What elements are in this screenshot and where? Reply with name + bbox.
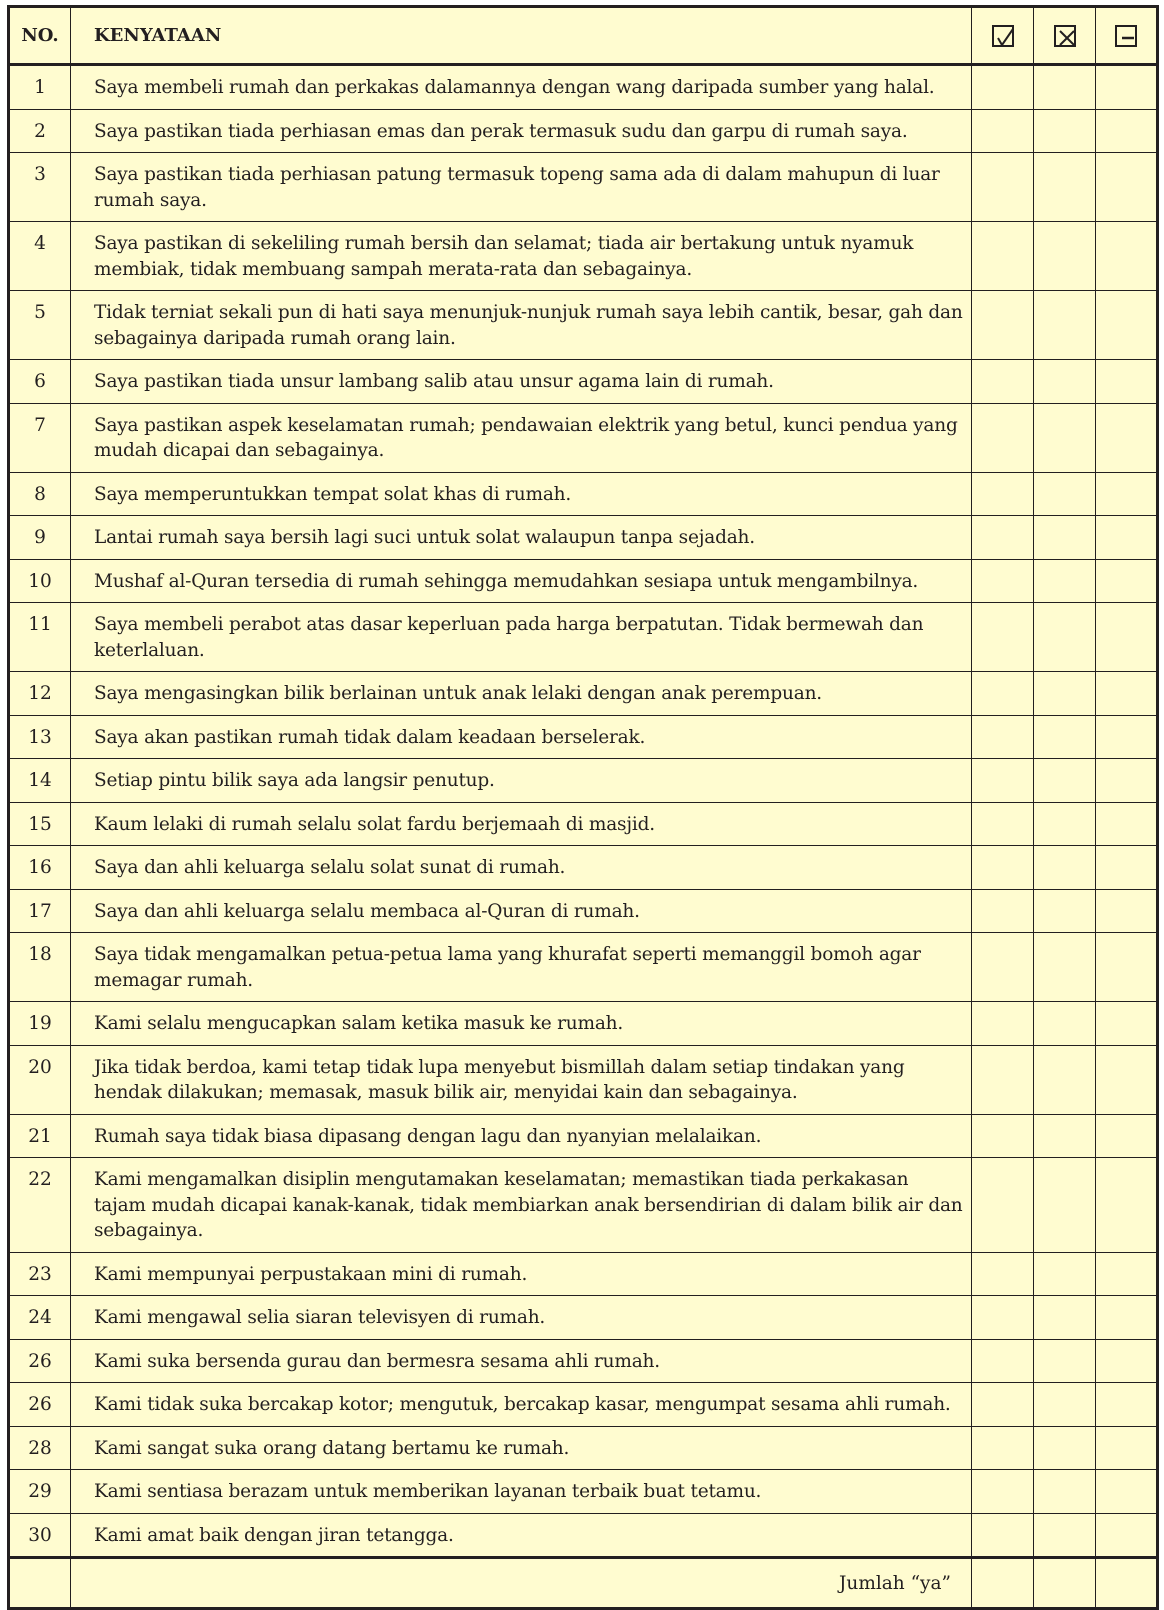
row-number: 17 [9, 889, 71, 933]
table-row [9, 1470, 1158, 1514]
table-row [9, 1426, 1158, 1470]
answer-neutral-cell[interactable] [1096, 715, 1158, 759]
row-number: 11 [9, 603, 71, 672]
answer-yes-cell[interactable] [972, 1252, 1034, 1296]
row-number: 10 [9, 559, 71, 603]
answer-neutral-cell[interactable] [1096, 1158, 1158, 1253]
statement-text: Saya dan ahli keluarga selalu membaca al-Quran di rumah. [71, 889, 972, 933]
answer-yes-cell[interactable] [972, 1383, 1034, 1427]
table-row [9, 1513, 1158, 1558]
statement-text: Lantai rumah saya bersih lagi suci untuk solat walaupun tanpa sejadah. [71, 516, 972, 560]
answer-neutral-cell[interactable] [1096, 516, 1158, 560]
table-row [9, 153, 1158, 222]
statement-text: Saya mengasingkan bilik berlainan untuk anak lelaki dengan anak perempuan. [71, 672, 972, 716]
column-header-no-answer [1034, 7, 1096, 65]
answer-no-cell[interactable] [1034, 1158, 1096, 1253]
answer-no-cell[interactable] [1034, 65, 1096, 110]
statement-text: Saya dan ahli keluarga selalu solat sunat di rumah. [71, 846, 972, 890]
answer-neutral-cell[interactable] [1096, 472, 1158, 516]
answer-yes-cell[interactable] [972, 360, 1034, 404]
table-row [9, 1296, 1158, 1340]
answer-no-cell[interactable] [1034, 1470, 1096, 1514]
row-number: 7 [9, 403, 71, 472]
answer-no-cell[interactable] [1034, 472, 1096, 516]
answer-yes-cell[interactable] [972, 65, 1034, 110]
column-header-yes [972, 7, 1034, 65]
answer-neutral-cell[interactable] [1096, 1296, 1158, 1340]
answer-yes-cell[interactable] [972, 1002, 1034, 1046]
row-number: 20 [9, 1045, 71, 1114]
answer-yes-cell[interactable] [972, 1513, 1034, 1558]
table-row [9, 1383, 1158, 1427]
statement-text: Saya pastikan tiada unsur lambang salib atau unsur agama lain di rumah. [71, 360, 972, 404]
table-row [9, 1252, 1158, 1296]
answer-no-cell[interactable] [1034, 516, 1096, 560]
statement-text: Saya membeli perabot atas dasar keperluan pada harga berpatutan. Tidak bermewah dan keterlaluan. [71, 603, 972, 672]
answer-yes-cell[interactable] [972, 109, 1034, 153]
answer-yes-cell[interactable] [972, 889, 1034, 933]
statement-text: Mushaf al-Quran tersedia di rumah sehingga memudahkan sesiapa untuk mengambilnya. [71, 559, 972, 603]
row-number: 26 [9, 1383, 71, 1427]
table-row [9, 802, 1158, 846]
answer-yes-cell[interactable] [972, 1045, 1034, 1114]
answer-no-cell[interactable] [1034, 933, 1096, 1002]
answer-yes-cell[interactable] [972, 222, 1034, 291]
answer-no-cell[interactable] [1034, 1339, 1096, 1383]
answer-yes-cell[interactable] [972, 1158, 1034, 1253]
statement-text: Rumah saya tidak biasa dipasang dengan lagu dan nyanyian melalaikan. [71, 1114, 972, 1158]
statement-text: Saya memperuntukkan tempat solat khas di rumah. [71, 472, 972, 516]
answer-no-cell[interactable] [1034, 846, 1096, 890]
answer-no-cell[interactable] [1034, 222, 1096, 291]
statement-text: Kami tidak suka bercakap kotor; mengutuk, bercakap kasar, mengumpat sesama ahli rumah. [71, 1383, 972, 1427]
row-number: 3 [9, 153, 71, 222]
answer-no-cell[interactable] [1034, 1383, 1096, 1427]
answer-neutral-cell[interactable] [1096, 846, 1158, 890]
answer-yes-cell[interactable] [972, 153, 1034, 222]
answer-neutral-cell[interactable] [1096, 759, 1158, 803]
answer-neutral-cell[interactable] [1096, 1045, 1158, 1114]
row-number: 14 [9, 759, 71, 803]
statement-text: Setiap pintu bilik saya ada langsir penutup. [71, 759, 972, 803]
row-number: 15 [9, 802, 71, 846]
answer-no-cell[interactable] [1034, 360, 1096, 404]
row-number: 2 [9, 109, 71, 153]
row-number: 1 [9, 65, 71, 110]
checklist-table [7, 5, 1159, 1610]
row-number: 26 [9, 1339, 71, 1383]
row-number: 4 [9, 222, 71, 291]
answer-yes-cell[interactable] [972, 1426, 1034, 1470]
answer-yes-cell[interactable] [972, 802, 1034, 846]
check-box-icon [992, 25, 1014, 47]
answer-yes-cell[interactable] [972, 603, 1034, 672]
answer-neutral-cell[interactable] [1096, 672, 1158, 716]
statement-text: Saya membeli rumah dan perkakas dalamannya dengan wang daripada sumber yang halal. [71, 65, 972, 110]
answer-neutral-cell[interactable] [1096, 603, 1158, 672]
table-row [9, 516, 1158, 560]
answer-no-cell[interactable] [1034, 802, 1096, 846]
row-number: 6 [9, 360, 71, 404]
statement-text: Kami sangat suka orang datang bertamu ke rumah. [71, 1426, 972, 1470]
answer-yes-cell[interactable] [972, 1470, 1034, 1514]
table-row [9, 472, 1158, 516]
answer-neutral-cell[interactable] [1096, 1513, 1158, 1558]
cross-box-icon [1054, 25, 1076, 47]
answer-no-cell[interactable] [1034, 1045, 1096, 1114]
answer-no-cell[interactable] [1034, 1513, 1096, 1558]
answer-yes-cell[interactable] [972, 559, 1034, 603]
statement-text: Kami mempunyai perpustakaan mini di rumah. [71, 1252, 972, 1296]
answer-neutral-cell[interactable] [1096, 1252, 1158, 1296]
answer-neutral-cell[interactable] [1096, 889, 1158, 933]
table-row [9, 672, 1158, 716]
statement-text: Kami suka bersenda gurau dan bermesra sesama ahli rumah. [71, 1339, 972, 1383]
table-row [9, 759, 1158, 803]
answer-neutral-cell[interactable] [1096, 222, 1158, 291]
answer-no-cell[interactable] [1034, 153, 1096, 222]
statement-text: Kami mengawal selia siaran televisyen di rumah. [71, 1296, 972, 1340]
table-row [9, 222, 1158, 291]
row-number: 24 [9, 1296, 71, 1340]
table-row [9, 109, 1158, 153]
total-label: Jumlah “ya” [71, 1558, 972, 1609]
table-row [9, 1002, 1158, 1046]
answer-neutral-cell[interactable] [1096, 403, 1158, 472]
answer-no-cell[interactable] [1034, 759, 1096, 803]
row-number: 16 [9, 846, 71, 890]
answer-neutral-cell[interactable] [1096, 153, 1158, 222]
table-row [9, 603, 1158, 672]
row-number: 22 [9, 1158, 71, 1253]
answer-neutral-cell[interactable] [1096, 1470, 1158, 1514]
table-body [9, 65, 1158, 1558]
answer-yes-cell[interactable] [972, 672, 1034, 716]
total-neutral-cell[interactable] [1096, 1558, 1158, 1609]
answer-neutral-cell[interactable] [1096, 1339, 1158, 1383]
table-row [9, 1045, 1158, 1114]
answer-yes-cell[interactable] [972, 933, 1034, 1002]
statement-text: Saya pastikan aspek keselamatan rumah; pendawaian elektrik yang betul, kunci pendua yang mudah dicapai dan sebagainya. [71, 403, 972, 472]
answer-yes-cell[interactable] [972, 516, 1034, 560]
row-number: 28 [9, 1426, 71, 1470]
statement-text: Kami mengamalkan disiplin mengutamakan keselamatan; memastikan tiada perkakasan tajam mudah dicapai kanak-kanak, tidak membiarkan anak bersendirian di dalam bilik air dan sebagainya. [71, 1158, 972, 1253]
answer-no-cell[interactable] [1034, 403, 1096, 472]
answer-neutral-cell[interactable] [1096, 1114, 1158, 1158]
table-row [9, 846, 1158, 890]
answer-yes-cell[interactable] [972, 715, 1034, 759]
row-number: 13 [9, 715, 71, 759]
answer-no-cell[interactable] [1034, 1002, 1096, 1046]
statement-text: Saya pastikan tiada perhiasan emas dan perak termasuk sudu dan garpu di rumah saya. [71, 109, 972, 153]
footer-empty-no [9, 1558, 71, 1609]
statement-text: Kami selalu mengucapkan salam ketika masuk ke rumah. [71, 1002, 972, 1046]
statement-text: Jika tidak berdoa, kami tetap tidak lupa menyebut bismillah dalam setiap tindakan yang hendak dilakukan; memasak, masuk bilik air, menyidai kain dan sebagainya. [71, 1045, 972, 1114]
statement-text: Saya pastikan di sekeliling rumah bersih dan selamat; tiada air bertakung untuk nyamuk membiak, tidak membuang sampah merata-rata dan sebagainya. [71, 222, 972, 291]
answer-neutral-cell[interactable] [1096, 109, 1158, 153]
answer-neutral-cell[interactable] [1096, 65, 1158, 110]
table-row [9, 291, 1158, 360]
row-number: 29 [9, 1470, 71, 1514]
row-number: 9 [9, 516, 71, 560]
minus-box-icon [1115, 25, 1137, 47]
answer-no-cell[interactable] [1034, 109, 1096, 153]
row-number: 8 [9, 472, 71, 516]
answer-no-cell[interactable] [1034, 889, 1096, 933]
answer-yes-cell[interactable] [972, 759, 1034, 803]
row-number: 21 [9, 1114, 71, 1158]
answer-no-cell[interactable] [1034, 603, 1096, 672]
answer-no-cell[interactable] [1034, 1252, 1096, 1296]
answer-no-cell[interactable] [1034, 291, 1096, 360]
table-row [9, 65, 1158, 110]
statement-text: Tidak terniat sekali pun di hati saya menunjuk-nunjuk rumah saya lebih cantik, besar, gah dan sebagainya daripada rumah orang lain. [71, 291, 972, 360]
table-row [9, 559, 1158, 603]
table-row [9, 715, 1158, 759]
column-header-statement: KENYATAAN [71, 7, 972, 65]
row-number: 5 [9, 291, 71, 360]
answer-neutral-cell[interactable] [1096, 559, 1158, 603]
answer-neutral-cell[interactable] [1096, 802, 1158, 846]
total-yes-cell[interactable] [972, 1558, 1034, 1609]
statement-text: Kami sentiasa berazam untuk memberikan layanan terbaik buat tetamu. [71, 1470, 972, 1514]
answer-no-cell[interactable] [1034, 672, 1096, 716]
answer-neutral-cell[interactable] [1096, 1383, 1158, 1427]
table-row [9, 889, 1158, 933]
table-row [9, 1158, 1158, 1253]
column-header-no: NO. [9, 7, 71, 65]
statement-text: Kaum lelaki di rumah selalu solat fardu berjemaah di masjid. [71, 802, 972, 846]
row-number: 12 [9, 672, 71, 716]
row-number: 19 [9, 1002, 71, 1046]
answer-neutral-cell[interactable] [1096, 291, 1158, 360]
answer-yes-cell[interactable] [972, 472, 1034, 516]
table-row [9, 933, 1158, 1002]
answer-yes-cell[interactable] [972, 1114, 1034, 1158]
row-number: 23 [9, 1252, 71, 1296]
answer-no-cell[interactable] [1034, 1426, 1096, 1470]
statement-text: Saya akan pastikan rumah tidak dalam keadaan berselerak. [71, 715, 972, 759]
row-number: 18 [9, 933, 71, 1002]
answer-yes-cell[interactable] [972, 1339, 1034, 1383]
statement-text: Saya tidak mengamalkan petua-petua lama yang khurafat seperti memanggil bomoh agar memagar rumah. [71, 933, 972, 1002]
table-header [9, 7, 1158, 65]
answer-neutral-cell[interactable] [1096, 933, 1158, 1002]
column-header-neutral [1096, 7, 1158, 65]
answer-neutral-cell[interactable] [1096, 360, 1158, 404]
statement-text: Saya pastikan tiada perhiasan patung termasuk topeng sama ada di dalam mahupun di luar rumah saya. [71, 153, 972, 222]
total-no-cell[interactable] [1034, 1558, 1096, 1609]
answer-no-cell[interactable] [1034, 1114, 1096, 1158]
answer-yes-cell[interactable] [972, 1296, 1034, 1340]
answer-yes-cell[interactable] [972, 291, 1034, 360]
table-row [9, 1339, 1158, 1383]
answer-no-cell[interactable] [1034, 715, 1096, 759]
table-row [9, 1114, 1158, 1158]
statement-text: Kami amat baik dengan jiran tetangga. [71, 1513, 972, 1558]
answer-neutral-cell[interactable] [1096, 1002, 1158, 1046]
table-footer [9, 1558, 1158, 1609]
table-row [9, 360, 1158, 404]
table-row [9, 403, 1158, 472]
answer-no-cell[interactable] [1034, 1296, 1096, 1340]
answer-neutral-cell[interactable] [1096, 1426, 1158, 1470]
answer-yes-cell[interactable] [972, 403, 1034, 472]
answer-no-cell[interactable] [1034, 559, 1096, 603]
row-number: 30 [9, 1513, 71, 1558]
answer-yes-cell[interactable] [972, 846, 1034, 890]
